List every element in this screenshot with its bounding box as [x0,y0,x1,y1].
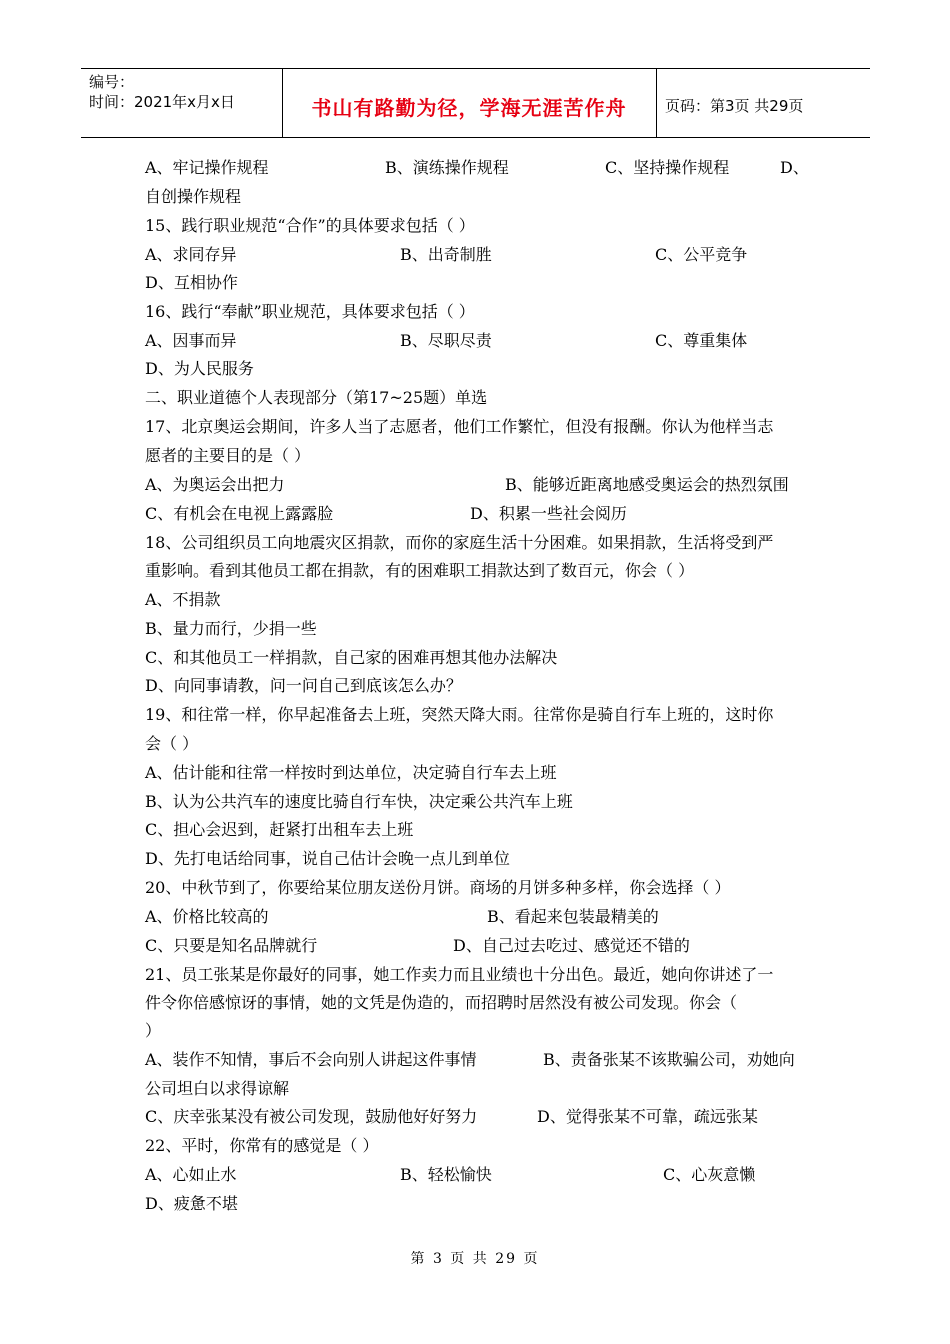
option-line: C、心灰意懒 [663,1165,756,1184]
question-line: 22、平时，你常有的感觉是（ ） [145,1136,379,1155]
question-line: ） [145,1021,162,1040]
option-line: D、 [780,158,809,177]
option-line: A、装作不知情，事后不会向别人讲起这件事情 [145,1050,477,1069]
option-line: A、因事而异 [145,331,237,350]
option-line: A、心如止水 [145,1165,237,1184]
option-line: D、向同事请教，问一问自己到底该怎么办？ [145,676,462,695]
option-line: B、尽职尽责 [400,331,492,350]
option-line: A、价格比较高的 [145,907,269,926]
option-line: 公司坦白以求得谅解 [145,1079,290,1098]
doc-code-label: 编号： [89,73,135,91]
option-line: A、求同存异 [145,245,237,264]
section-heading: 二、职业道德个人表现部分（第17~25题）单选 [145,388,488,407]
option-line: B、出奇制胜 [400,245,492,264]
option-line: D、积累一些社会阅历 [470,504,627,523]
question-line: 15、践行职业规范“合作”的具体要求包括（ ） [145,216,475,235]
question-line: 18、公司组织员工向地震灾区捐款，而你的家庭生活十分困难。如果捐款，生活将受到严 [145,533,774,552]
question-line: 21、员工张某是你最好的同事，她工作卖力而且业绩也十分出色。最近，她向你讲述了一 [145,965,774,984]
question-line: 16、践行“奉献”职业规范，具体要求包括（ ） [145,302,475,321]
doc-time-label: 时间：2021年x月x日 [89,93,235,111]
option-line: C、尊重集体 [655,331,748,350]
option-line: A、牢记操作规程 [145,158,269,177]
option-line: B、量力而行，少捐一些 [145,619,317,638]
header-page-cell [657,69,870,137]
option-line: D、为人民服务 [145,359,254,378]
option-line: D、先打电话给同事，说自己估计会晚一点儿到单位 [145,849,510,868]
header-meta-cell [81,69,283,137]
question-line: 17、北京奥运会期间，许多人当了志愿者，他们工作繁忙，但没有报酬。你认为他样当志 [145,417,774,436]
question-line: 20、中秋节到了，你要给某位朋友送份月饼。商场的月饼多种多样，你会选择（ ） [145,878,731,897]
option-line: B、能够近距离地感受奥运会的热烈氛围 [505,475,789,494]
option-line: 自创操作规程 [145,187,242,206]
page-header [81,68,870,138]
page-info: 页码：第3页 共29页 [665,97,804,115]
option-line: B、认为公共汽车的速度比骑自行车快，决定乘公共汽车上班 [145,792,573,811]
option-line: D、互相协作 [145,273,238,292]
option-line: D、疲惫不堪 [145,1194,238,1213]
option-line: A、为奥运会出把力 [145,475,285,494]
option-line: C、只要是知名品牌就行 [145,936,318,955]
option-line: B、演练操作规程 [385,158,509,177]
question-line: 愿者的主要目的是（ ） [145,446,311,465]
question-line: 件令你倍感惊讶的事情，她的文凭是伪造的，而招聘时居然没有被公司发现。你会（ [145,993,738,1012]
option-line: B、看起来包装最精美的 [487,907,659,926]
option-line: C、庆幸张某没有被公司发现，鼓励他好好努力 [145,1107,478,1126]
option-line: C、坚持操作规程 [605,158,730,177]
option-line: C、担心会迟到，赶紧打出租车去上班 [145,820,414,839]
header-motto-cell [282,69,657,137]
question-line: 会（ ） [145,734,199,753]
option-line: C、有机会在电视上露露脸 [145,504,334,523]
option-line: B、责备张某不该欺骗公司，劝她向 [543,1050,795,1069]
page-footer: 第 3 页 共 29 页 [410,1251,540,1267]
option-line: D、觉得张某不可靠，疏远张某 [537,1107,758,1126]
question-line: 19、和往常一样，你早起准备去上班，突然天降大雨。往常你是骑自行车上班的，这时你 [145,705,774,724]
option-line: C、和其他员工一样捐款，自己家的困难再想其他办法解决 [145,648,558,667]
option-line: A、估计能和往常一样按时到达单位，决定骑自行车去上班 [145,763,557,782]
option-line: C、公平竞争 [655,245,748,264]
option-line: B、轻松愉快 [400,1165,492,1184]
question-line: 重影响。看到其他员工都在捐款，有的困难职工捐款达到了数百元，你会（ ） [145,561,695,580]
motto-text: 书山有路勤为径，学海无涯苦作舟 [311,96,627,120]
option-line: A、不捐款 [145,590,221,609]
option-line: D、自己过去吃过、感觉还不错的 [453,936,690,955]
